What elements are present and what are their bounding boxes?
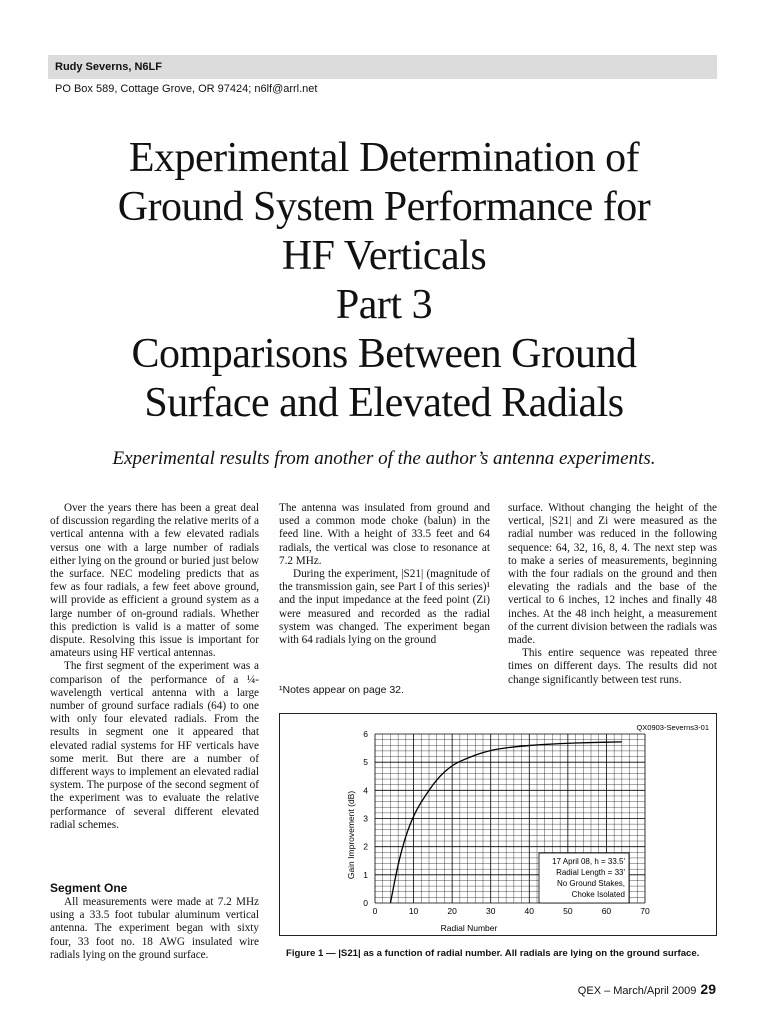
title-line: Part 3 (335, 282, 433, 328)
x-tick-label: 30 (485, 906, 496, 916)
legend-line: Choke Isolated (571, 890, 625, 899)
footnote: ¹Notes appear on page 32. (279, 684, 404, 696)
title-line: HF Verticals (281, 233, 487, 279)
legend-line: Radial Length = 33' (556, 868, 625, 877)
paragraph: All measurements were made at 7.2 MHz using a 33.5 foot tubular aluminum vertical antenna. The experiment began with sixty four, 33 foot no. 18 AWG insulated wire radials lying on the ground surface. (50, 896, 259, 961)
y-tick-label: 3 (363, 813, 368, 824)
title-line: Surface and Elevated Radials (144, 380, 624, 426)
legend-line: No Ground Stakes, (556, 879, 625, 888)
figure-id-label: QX0903-Severns3-01 (636, 723, 709, 732)
x-tick-label: 40 (524, 906, 535, 916)
article-subtitle: Experimental results from another of the author’s antenna experiments. (112, 448, 656, 469)
x-tick-label: 20 (447, 906, 457, 916)
section-heading: Segment One (50, 881, 128, 895)
page-footer (578, 981, 716, 997)
y-tick-label: 1 (363, 869, 368, 880)
legend-line: 17 April 08, h = 33.5' (552, 857, 625, 866)
title-line: Experimental Determination of (128, 135, 640, 181)
x-tick-label: 0 (372, 906, 378, 916)
y-tick-label: 0 (363, 898, 368, 908)
title-line: Comparisons Between Ground (131, 331, 637, 377)
article-title (40, 134, 728, 428)
x-tick-label: 50 (563, 906, 573, 916)
column-1-continued (50, 896, 259, 962)
x-axis-label: Radial Number (440, 923, 498, 933)
paragraph: The first segment of the experiment was a comparison of the performance of a ¼-wavelength vertical antenna with a large number of ground surface radials (64) to one with only four elevated radials. From the results in segment one it appeared that elevated radial systems for HF verticals have some merit. But there are a number of different ways to implement an elevated radial system. The purpose of the second segment of the experiment was to evaluate the relative performance of several different elevated radial schemes. (50, 660, 259, 831)
y-tick-label: 6 (363, 729, 368, 739)
paragraph: The antenna was insulated from ground and used a common mode choke (balun) in the feed line. With a height of 33.5 feet and 64 radials, the vertical was close to resonance at 7.2 MHz. (279, 502, 490, 567)
column-3 (508, 502, 717, 687)
column-1 (50, 502, 259, 832)
y-tick-label: 5 (363, 757, 368, 768)
chart-legend (539, 853, 629, 903)
y-tick-label: 4 (363, 785, 368, 796)
x-tick-label: 10 (408, 906, 419, 916)
y-axis-label: Gain Improvement (dB) (346, 790, 356, 880)
author-address: PO Box 589, Cottage Grove, OR 97424; n6lf@arrl.net (55, 83, 318, 95)
journal-issue: QEX – March/April 2009 (577, 985, 697, 997)
column-2 (279, 502, 490, 647)
author-name: Rudy Severns, N6LF (55, 61, 162, 73)
figure-caption: Figure 1 — |S21| as a function of radial number. All radials are lying on the ground surface. (286, 948, 700, 959)
paragraph: surface. Without changing the height of the vertical, |S21| and Zi were measured as the radial number was reduced in the following sequence: 64, 32, 16, 8, 4. The next step was to make a series of measurements, beginning with the four radials on the ground and then elevating the radials and the base of the vertical to 6 inches, 12 inches and finally 48 inches. At the 48 inch height, a measurement of the current division between the radials was made. (508, 502, 717, 647)
paragraph: Over the years there has been a great deal of discussion regarding the relative merits of a vertical antenna with a few elevated radials versus one with a large number of radials either lying on the ground or buried just below the surface. NEC modeling predicts that as few as four radials, a few feet above ground, will provide as efficient a ground system as a large number of on-ground radials. Whether this prediction is valid is a matter of some dispute. Resolving this issue is important for amateurs using HF vertical antennas. (50, 502, 259, 660)
paragraph: During the experiment, |S21| (magnitude of the transmission gain, see Part I of this series)¹ and the input impedance at the feed point (Zi) were measured and recorded as the radial system was changed. The experiment began with 64 radials lying on the ground (279, 568, 490, 647)
x-tick-label: 60 (601, 906, 612, 916)
paragraph: This entire sequence was repeated three times on different days. The results did not change significantly between test runs. (508, 647, 717, 686)
x-tick-label: 70 (640, 906, 650, 916)
figure-chart (279, 713, 717, 936)
page-number: 29 (700, 981, 716, 997)
y-tick-label: 2 (363, 841, 368, 852)
title-line: Ground System Performance for (117, 184, 651, 230)
